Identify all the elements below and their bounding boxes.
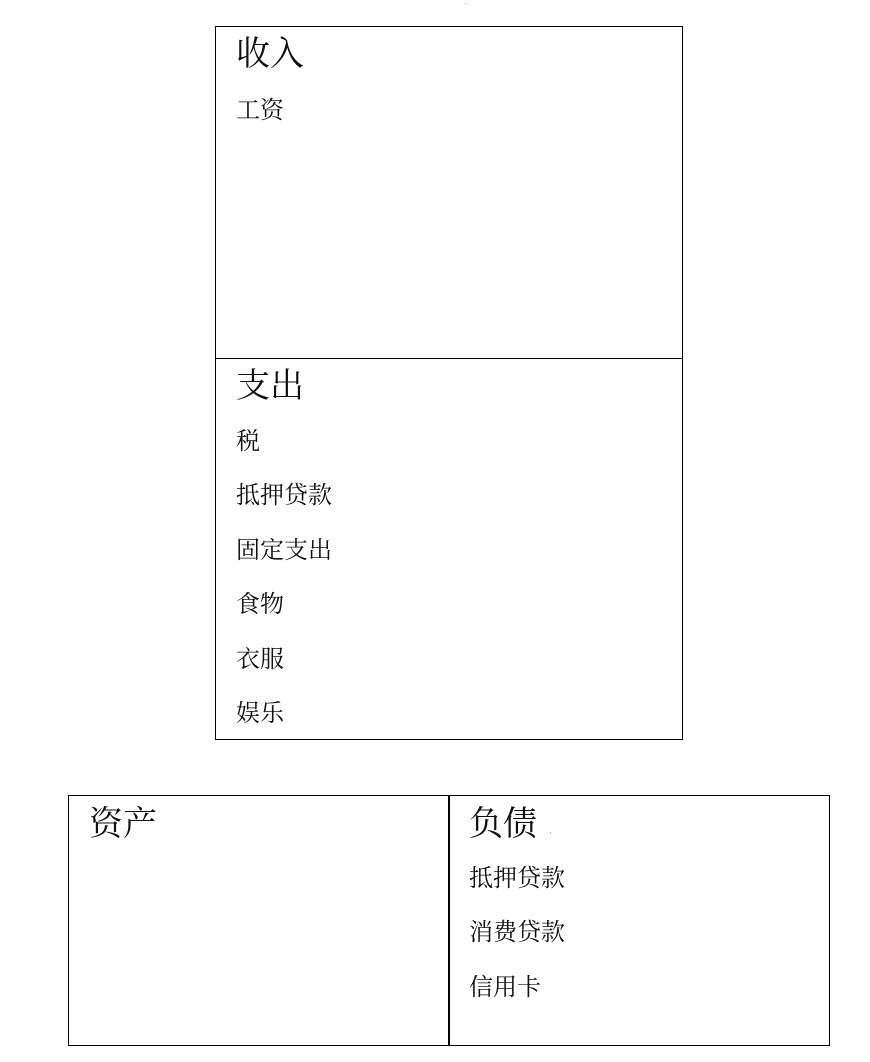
expense-title: 支出 xyxy=(236,366,304,406)
expense-item-entertainment: 娱乐 xyxy=(236,698,284,727)
stray-dot xyxy=(550,832,551,833)
expense-item-mortgage: 抵押贷款 xyxy=(236,481,332,510)
expense-item-clothing: 衣服 xyxy=(236,644,284,673)
liabilities-list xyxy=(469,864,565,1027)
income-title: 收入 xyxy=(236,34,304,74)
assets-title: 资产 xyxy=(89,804,157,844)
stray-dot xyxy=(465,3,466,4)
liability-item-credit-card: 信用卡 xyxy=(469,972,541,1001)
liability-item-mortgage: 抵押贷款 xyxy=(469,864,565,892)
expense-item-fixed-costs: 固定支出 xyxy=(236,535,332,564)
balance-sheet-divider xyxy=(448,795,450,1046)
liabilities-title: 负债 xyxy=(469,804,537,844)
expense-item-food: 食物 xyxy=(236,590,284,619)
income-box xyxy=(215,26,683,359)
expense-list xyxy=(236,427,332,753)
liability-item-consumer-loan: 消费贷款 xyxy=(469,918,565,947)
income-list xyxy=(236,96,284,150)
expense-item-tax: 税 xyxy=(236,427,260,455)
income-item-salary: 工资 xyxy=(236,96,284,124)
